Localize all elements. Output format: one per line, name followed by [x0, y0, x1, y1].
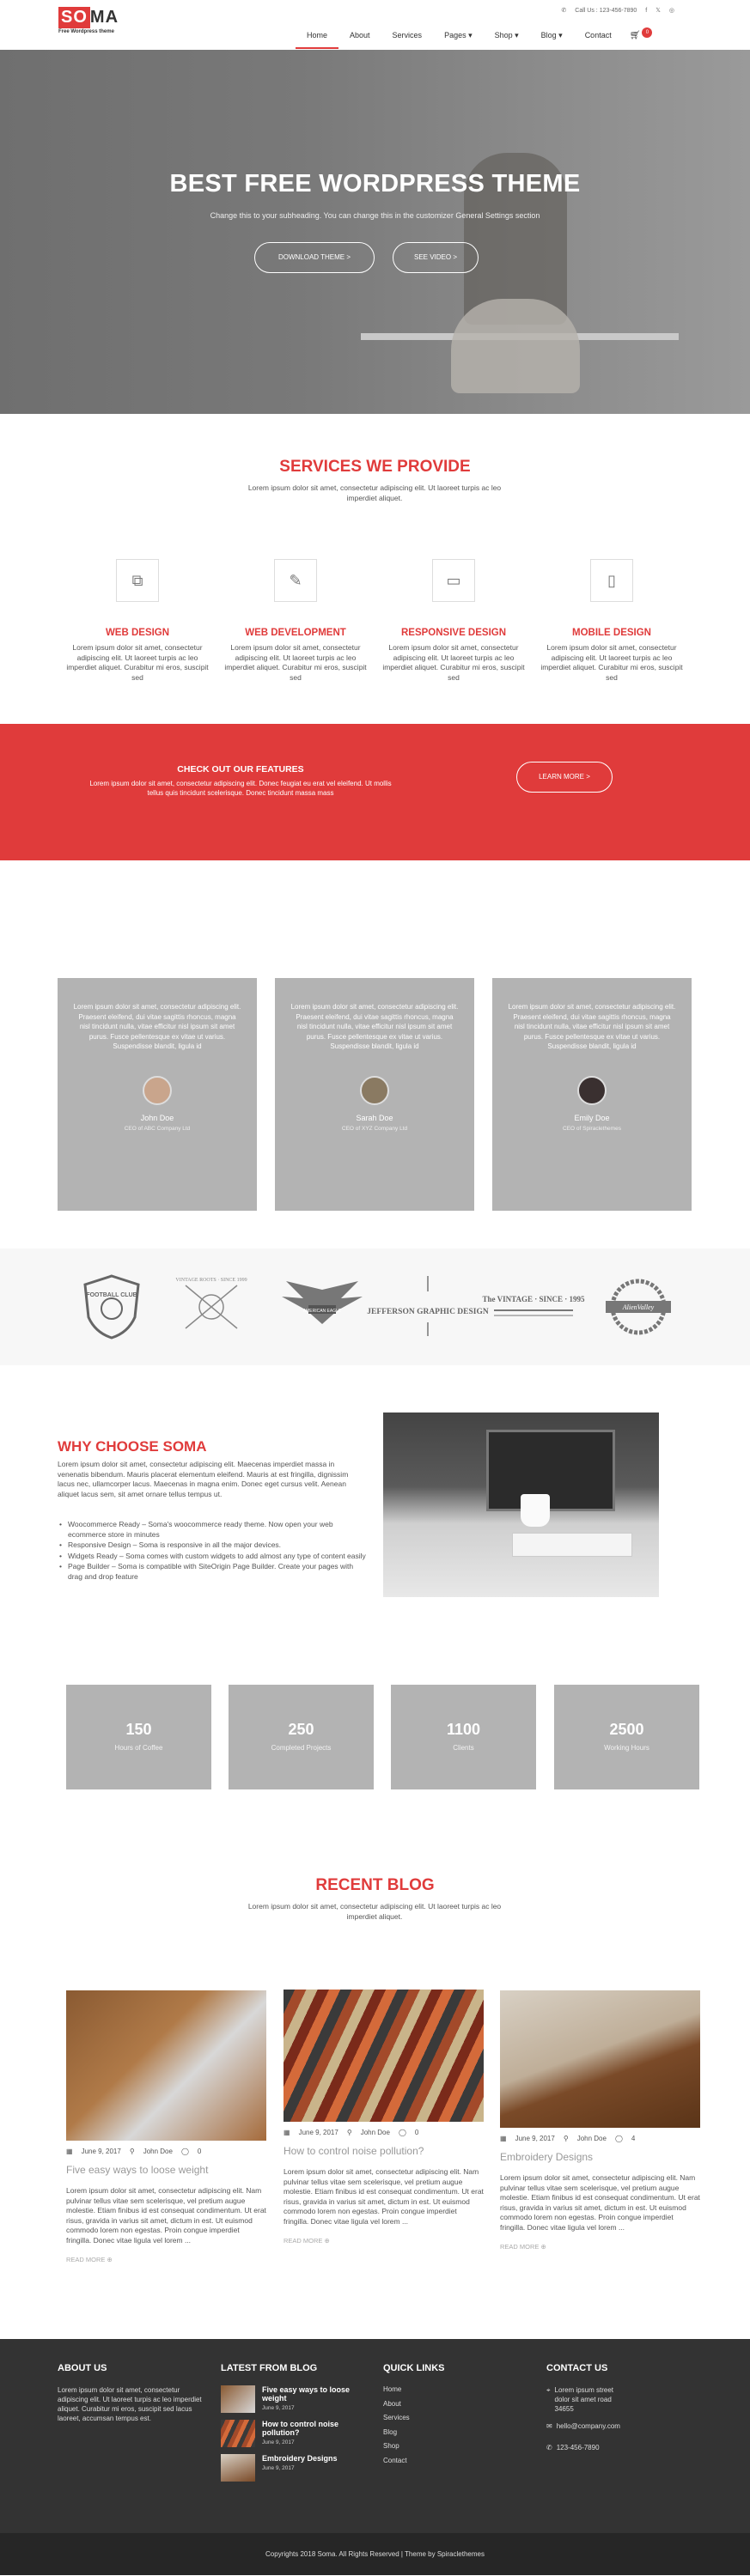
post-author[interactable]: John Doe	[360, 2129, 390, 2136]
footer-contact-title: CONTACT US	[546, 2363, 608, 2373]
blog-post	[284, 1990, 484, 2245]
footer-link-shop[interactable]: Shop	[383, 2442, 399, 2450]
post-comments[interactable]: 0	[197, 2148, 202, 2155]
footer-post-date: June 9, 2017	[262, 2405, 295, 2411]
counter-projects	[229, 1685, 374, 1789]
features-text: Lorem ipsum dolor sit amet, consectetur adipiscing elit. Donec feugiat eu erat vel eleifend. Ut mollis tellus quis tincidunt scelerisque. Donec tincidunt massa mass	[89, 780, 392, 797]
testimonial-card	[58, 978, 257, 1211]
service-text: Lorem ipsum dolor sit amet, consectetur adipiscing elit. Ut laoreet turpis ac leo imperdiet aliquet. Curabitur mi eros, suscipit sed	[224, 643, 367, 682]
counter-label: Hours of Coffee	[114, 1744, 163, 1752]
service-title: WEB DEVELOPMENT	[245, 628, 346, 638]
post-comments[interactable]: 0	[414, 2129, 419, 2136]
user-icon: ⚲	[346, 2129, 352, 2136]
service-title: WEB DESIGN	[105, 628, 170, 638]
jefferson-logo	[367, 1273, 489, 1341]
counter-label: Completed Projects	[271, 1744, 332, 1752]
list-item: • Responsive Design – Soma is responsive in all the major devices.	[58, 1540, 367, 1551]
service-text: Lorem ipsum dolor sit amet, consectetur adipiscing elit. Ut laoreet turpis ac leo imperdiet aliquet. Curabitur mi eros, suscipit sed	[540, 643, 683, 682]
blog-intro: Lorem ipsum dolor sit amet, consectetur adipiscing elit. Ut laoreet turpis ac leo imperdiet aliquet.	[247, 1902, 502, 1921]
post-title[interactable]: Embroidery Designs	[500, 2151, 594, 2163]
nav-home[interactable]: Home	[296, 26, 338, 49]
footer-address: Lorem ipsum street dolor sit amet road 34655	[554, 2386, 613, 2413]
service-responsive-design	[378, 559, 529, 683]
testimonial-role: CEO of Spiraclethemes	[563, 1125, 621, 1132]
testimonial-text: Lorem ipsum dolor sit amet, consectetur adipiscing elit. Praesent eleifend, dui vitae sagittis rhoncus, magna nisl tincidunt nulla, vitae efficitur nisl ipsum sit amet purus. Fusce pellentesque ex vitae ut varius. Suspendisse blandit, ligula id	[290, 1003, 459, 1050]
counter-number: 2500	[609, 1721, 644, 1738]
alien-valley-text: AlienValley	[622, 1303, 655, 1311]
why-title: WHY CHOOSE SOMA	[58, 1438, 207, 1455]
site-footer	[0, 2339, 750, 2533]
post-image[interactable]	[66, 1990, 266, 2141]
layers-icon: ⧉	[116, 559, 159, 602]
calendar-icon: ▦	[284, 2129, 290, 2136]
testimonial-text: Lorem ipsum dolor sit amet, consectetur adipiscing elit. Praesent eleifend, dui vitae sagittis rhoncus, magna nisl tincidunt nulla, vitae efficitur nisl ipsum sit amet purus. Fusce pellentesque ex vitae ut varius. Suspendisse blandit, ligula id	[508, 1003, 676, 1050]
user-icon: ⚲	[563, 2135, 569, 2142]
client-logos	[0, 1249, 750, 1365]
testimonial-name: Sarah Doe	[356, 1113, 393, 1122]
why-text: Lorem ipsum dolor sit amet, consectetur adipiscing elit. Maecenas imperdiet massa in venenatis bibendum. Mauris placerat elementum eleifend. Mauris at est fringilla, dignissim lacus nec, ullamcorper lacus. Maecenas in magna enim. Donec eget cursus velit. Aenean aliquet lacus sem, sit amet ornare tellus tempus ut.	[58, 1460, 349, 1498]
post-excerpt: Lorem ipsum dolor sit amet, consectetur adipiscing elit. Nam pulvinar tellus vitae sem scelerisque, vel pretium augue molestie. Etiam finibus id est consequat condimentum. Ut erat risus, gravida in varius sit amet, dictum in est. Ut euismod commodo lorem non egestas. Proin congue imperdiet fringilla. Donec vitae ligula vel lorem ...	[500, 2173, 700, 2232]
logo-tagline: Free Wordpress theme	[58, 29, 114, 34]
counter-hours	[554, 1685, 699, 1789]
service-web-development	[220, 559, 371, 683]
counter-number: 150	[125, 1721, 152, 1738]
user-icon: ⚲	[129, 2148, 135, 2155]
top-bar	[561, 7, 674, 14]
testimonial-name: Emily Doe	[574, 1113, 610, 1122]
testimonial-role: CEO of XYZ Company Ltd	[341, 1125, 408, 1132]
monitor-shape	[486, 1430, 615, 1511]
email-icon: ✉	[546, 2422, 552, 2430]
phone-icon: ✆	[546, 2444, 552, 2451]
services-title: SERVICES WE PROVIDE	[279, 458, 471, 476]
jefferson-text: JEFFERSON GRAPHIC DESIGN	[367, 1308, 489, 1316]
footer-post-image	[221, 2385, 255, 2413]
service-text: Lorem ipsum dolor sit amet, consectetur adipiscing elit. Ut laoreet turpis ac leo imperdiet aliquet. Curabitur mi eros, suscipit sed	[382, 643, 525, 682]
hero-chair-shape	[451, 299, 580, 393]
testimonial-text: Lorem ipsum dolor sit amet, consectetur adipiscing elit. Praesent eleifend, dui vitae sagittis rhoncus, magna nisl tincidunt nulla, vitae efficitur nisl ipsum sit amet purus. Fusce pellentesque ex vitae ut varius. Suspendisse blandit, ligula id	[73, 1003, 241, 1050]
footer-link-home[interactable]: Home	[383, 2385, 402, 2393]
footer-link-services[interactable]: Services	[383, 2414, 410, 2421]
post-date: June 9, 2017	[515, 2135, 555, 2142]
calendar-icon: ▦	[66, 2148, 73, 2155]
hero-banner	[0, 50, 750, 414]
download-theme-button[interactable]: DOWNLOAD THEME >	[254, 242, 375, 273]
blog-title: RECENT BLOG	[315, 1876, 435, 1894]
cart-button[interactable]	[623, 26, 648, 49]
list-item: • Page Builder – Soma is compatible with SiteOrigin Page Builder. Create your pages with drag and drop feature	[58, 1562, 367, 1582]
service-mobile-design	[536, 559, 687, 683]
post-meta	[66, 2148, 266, 2155]
logo-so: SO	[58, 7, 90, 28]
testimonial-name: John Doe	[140, 1113, 174, 1122]
footer-post-image	[221, 2420, 255, 2447]
learn-more-button[interactable]: LEARN MORE >	[516, 762, 613, 793]
list-item: • Woocommerce Ready – Soma's woocommerce ready theme. Now open your web ecommerce store in minutes	[58, 1520, 367, 1540]
site-logo[interactable]	[58, 7, 119, 34]
footer-latest-title: LATEST FROM BLOG	[221, 2363, 318, 2373]
workspace-image	[383, 1413, 659, 1597]
testimonial-role: CEO of ABC Company Ltd	[124, 1125, 191, 1132]
twitter-icon[interactable]: 𝕏	[655, 8, 661, 14]
testimonial-card	[275, 978, 474, 1211]
read-more-link[interactable]: READ MORE ⊕	[500, 2243, 546, 2251]
post-author[interactable]: John Doe	[143, 2148, 173, 2155]
read-more-link[interactable]: READ MORE ⊕	[66, 2256, 113, 2263]
post-excerpt: Lorem ipsum dolor sit amet, consectetur adipiscing elit. Nam pulvinar tellus vitae sem scelerisque, vel pretium augue molestie. Etiam finibus id est consequat condimentum. Ut erat risus, gravida in varius sit amet, dictum in est. Ut euismod commodo lorem non egestas. Proin congue imperdiet fringilla. Donec vitae ligula vel lorem ...	[66, 2186, 266, 2245]
counter-coffee	[66, 1685, 211, 1789]
post-date: June 9, 2017	[81, 2148, 121, 2155]
football-club-logo	[76, 1273, 148, 1341]
avatar	[577, 1076, 607, 1105]
footer-post[interactable]	[221, 2420, 367, 2447]
post-meta	[500, 2135, 700, 2142]
post-comments[interactable]: 4	[631, 2135, 636, 2142]
hero-subtitle: Change this to your subheading. You can change this in the customizer General Settings section	[210, 211, 540, 220]
footer-post[interactable]	[221, 2454, 367, 2482]
nav-services[interactable]: Services	[392, 31, 423, 39]
service-web-design	[62, 559, 213, 683]
post-meta	[284, 2129, 484, 2136]
post-image[interactable]	[284, 1990, 484, 2122]
footer-link-about[interactable]: About	[383, 2399, 401, 2408]
the-vintage-text: The VINTAGE · SINCE · 1995	[482, 1295, 585, 1303]
comment-icon: ◯	[398, 2129, 406, 2136]
post-title[interactable]: Five easy ways to loose weight	[66, 2164, 209, 2176]
post-excerpt: Lorem ipsum dolor sit amet, consectetur adipiscing elit. Nam pulvinar tellus vitae sem scelerisque, vel pretium augue molestie. Etiam finibus id est consequat condimentum. Ut erat risus, gravida in varius sit amet, dictum in est. Ut euismod commodo lorem non egestas. Proin congue imperdiet fringilla. Donec vitae ligula vel lorem ...	[284, 2167, 484, 2226]
footer-contact	[546, 2363, 692, 2451]
nav-pages[interactable]: Pages ▾	[444, 31, 473, 39]
why-list	[58, 1520, 367, 1583]
footer-phone: 123-456-7890	[556, 2444, 600, 2451]
american-eagle-logo	[275, 1273, 369, 1341]
read-more-link[interactable]: READ MORE ⊕	[284, 2237, 330, 2245]
testimonial-card	[492, 978, 692, 1211]
footer-link-blog[interactable]: Blog	[383, 2427, 398, 2436]
alien-valley-logo	[591, 1273, 686, 1341]
football-club-text: FOOTBALL CLUB	[86, 1292, 137, 1298]
nav-about[interactable]: About	[350, 31, 370, 39]
keyboard-shape	[512, 1533, 632, 1557]
magic-wand-icon: ✎	[274, 559, 317, 602]
vintage-roots-text: VINTAGE ROOTS · SINCE 1999	[175, 1278, 247, 1283]
logo-ma: MA	[89, 8, 119, 27]
footer-post-title[interactable]: Five easy ways to loose weight	[262, 2385, 351, 2403]
blog-post	[500, 1990, 700, 2251]
mobile-icon: ▯	[590, 559, 633, 602]
main-nav	[296, 26, 647, 49]
list-item: • Widgets Ready – Soma comes with custom widgets to add almost any type of content easily	[58, 1552, 367, 1562]
american-eagle-text: AMERICAN EAGLE	[302, 1309, 342, 1314]
service-title: MOBILE DESIGN	[571, 628, 651, 638]
facebook-icon[interactable]: f	[645, 7, 648, 14]
service-text: Lorem ipsum dolor sit amet, consectetur adipiscing elit. Ut laoreet turpis ac leo imperdiet aliquet. Curabitur mi eros, suscipit sed	[66, 643, 209, 682]
counter-label: Clients	[453, 1744, 474, 1752]
nav-contact[interactable]: Contact	[584, 31, 612, 39]
footer-about	[58, 2363, 204, 2423]
post-date: June 9, 2017	[298, 2129, 338, 2136]
post-author[interactable]: John Doe	[576, 2135, 607, 2142]
footer-latest	[221, 2363, 367, 2488]
header-phone: Call Us : 123-456-7890	[575, 7, 637, 14]
footer-email[interactable]: hello@company.com	[556, 2422, 620, 2430]
counter-label: Working Hours	[604, 1744, 649, 1752]
footer-post-title[interactable]: How to control noise pollution?	[262, 2420, 338, 2437]
features-title: CHECK OUT OUR FEATURES	[177, 764, 304, 775]
comment-icon: ◯	[180, 2148, 189, 2155]
cart-count: 0	[642, 27, 652, 38]
footer-about-title: ABOUT US	[58, 2363, 107, 2373]
counter-number: 250	[288, 1721, 314, 1738]
footer-post[interactable]	[221, 2385, 367, 2413]
footer-about-text: Lorem ipsum dolor sit amet, consectetur adipiscing elit. Ut laoreet turpis ac leo imperdiet aliquet. Curabitur mi eros, suscipit sed lacus laoreet, accumsan tempus est.	[58, 2386, 202, 2422]
services-intro: Lorem ipsum dolor sit amet, consectetur adipiscing elit. Ut laoreet turpis ac leo imperdiet aliquet.	[247, 483, 502, 502]
footer-post-image	[221, 2454, 255, 2482]
footer-post-date: June 9, 2017	[262, 2465, 295, 2471]
comment-icon: ◯	[614, 2135, 623, 2142]
cart-icon: 🛒︎	[629, 31, 641, 40]
hero-title: BEST FREE WORDPRESS THEME	[169, 170, 581, 197]
counter-number: 1100	[446, 1721, 481, 1738]
avatar	[143, 1076, 172, 1105]
nav-blog[interactable]: Blog ▾	[540, 31, 563, 39]
footer-links-title: QUICK LINKS	[383, 2363, 445, 2373]
the-vintage-logo	[482, 1273, 585, 1341]
instagram-icon[interactable]: ◎	[668, 8, 674, 14]
footer-link-contact[interactable]: Contact	[383, 2456, 407, 2464]
blog-post	[66, 1990, 266, 2263]
mug-shape	[521, 1494, 550, 1527]
footer-post-date: June 9, 2017	[262, 2439, 295, 2445]
vintage-roots-logo	[170, 1273, 253, 1341]
phone-icon: ✆	[561, 8, 567, 14]
location-icon: ⌖	[546, 2386, 551, 2394]
nav-shop[interactable]: Shop ▾	[494, 31, 519, 39]
post-title[interactable]: How to control noise pollution?	[284, 2145, 424, 2157]
post-image[interactable]	[500, 1990, 700, 2128]
footer-links	[383, 2363, 512, 2470]
monitor-icon: ▭	[432, 559, 475, 602]
site-header	[0, 0, 750, 50]
footer-post-title[interactable]: Embroidery Designs	[262, 2454, 338, 2463]
copyright-bar: Copyrights 2018 Soma. All Rights Reserved | Theme by Spiraclethemes	[0, 2533, 750, 2575]
calendar-icon: ▦	[500, 2135, 507, 2142]
counter-clients	[391, 1685, 536, 1789]
see-video-button[interactable]: SEE VIDEO >	[393, 242, 479, 273]
avatar	[360, 1076, 389, 1105]
service-title: RESPONSIVE DESIGN	[400, 628, 507, 638]
features-band	[0, 724, 750, 860]
